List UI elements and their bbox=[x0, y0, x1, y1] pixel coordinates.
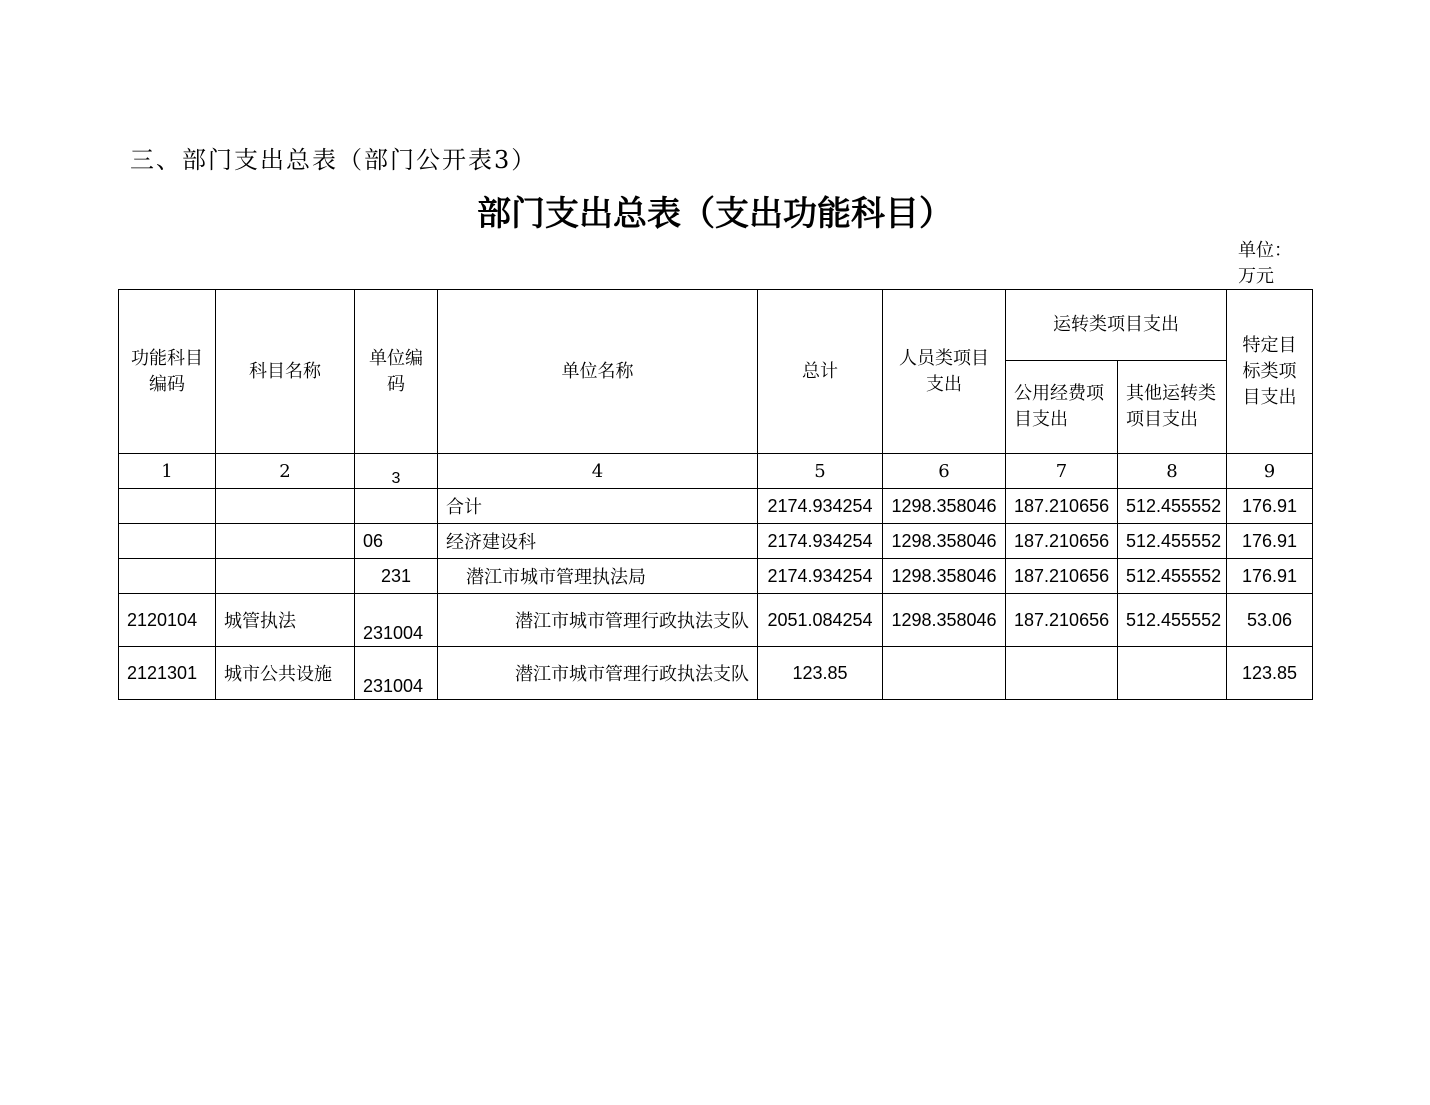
unit-name-cell: 合计 bbox=[438, 489, 758, 524]
public-fund-cell: 187.210656 bbox=[1006, 559, 1118, 594]
total-cell: 2174.934254 bbox=[758, 524, 883, 559]
public-fund-cell: 187.210656 bbox=[1006, 594, 1118, 647]
document-title: 部门支出总表（支出功能科目） bbox=[477, 194, 953, 234]
header-func-code: 功能科目编码 bbox=[119, 290, 216, 454]
index-cell: 7 bbox=[1006, 454, 1118, 489]
index-cell: 4 bbox=[438, 454, 758, 489]
public-fund-cell bbox=[1006, 647, 1118, 700]
func-code-cell bbox=[119, 489, 216, 524]
subject-name-cell bbox=[216, 559, 355, 594]
header-total: 总计 bbox=[758, 290, 883, 454]
total-cell: 2051.084254 bbox=[758, 594, 883, 647]
table-row bbox=[119, 559, 1313, 594]
index-cell: 9 bbox=[1227, 454, 1313, 489]
table-row bbox=[119, 647, 1313, 700]
table-row bbox=[119, 524, 1313, 559]
header-special: 特定目标类项目支出 bbox=[1227, 290, 1313, 454]
unit-code-cell: 231 bbox=[355, 559, 438, 594]
unit-label-text: 单位： bbox=[1238, 240, 1292, 261]
func-code-cell: 2121301 bbox=[119, 647, 216, 700]
header-subject-name: 科目名称 bbox=[216, 290, 355, 454]
personnel-cell: 1298.358046 bbox=[883, 489, 1006, 524]
index-cell: 8 bbox=[1118, 454, 1227, 489]
personnel-cell: 1298.358046 bbox=[883, 524, 1006, 559]
public-fund-cell: 187.210656 bbox=[1006, 524, 1118, 559]
other-operation-cell: 512.455552 bbox=[1118, 594, 1227, 647]
unit-code-cell: 06 bbox=[355, 524, 438, 559]
index-cell: 2 bbox=[216, 454, 355, 489]
personnel-cell: 1298.358046 bbox=[883, 594, 1006, 647]
unit-code-cell: 231004 bbox=[355, 594, 438, 647]
unit-code-cell bbox=[355, 489, 438, 524]
special-cell: 176.91 bbox=[1227, 489, 1313, 524]
subject-name-cell bbox=[216, 489, 355, 524]
other-operation-cell: 512.455552 bbox=[1118, 489, 1227, 524]
index-cell: 5 bbox=[758, 454, 883, 489]
total-cell: 123.85 bbox=[758, 647, 883, 700]
other-operation-cell bbox=[1118, 647, 1227, 700]
special-cell: 176.91 bbox=[1227, 524, 1313, 559]
subject-name-cell: 城市公共设施 bbox=[216, 647, 355, 700]
special-cell: 176.91 bbox=[1227, 559, 1313, 594]
subject-name-cell: 城管执法 bbox=[216, 594, 355, 647]
header-unit-name: 单位名称 bbox=[438, 290, 758, 454]
other-operation-cell: 512.455552 bbox=[1118, 559, 1227, 594]
public-fund-cell: 187.210656 bbox=[1006, 489, 1118, 524]
unit-label bbox=[1238, 238, 1298, 290]
total-cell: 2174.934254 bbox=[758, 559, 883, 594]
special-cell: 123.85 bbox=[1227, 647, 1313, 700]
unit-name-cell: 经济建设科 bbox=[438, 524, 758, 559]
header-unit-code: 单位编码 bbox=[355, 290, 438, 454]
other-operation-cell: 512.455552 bbox=[1118, 524, 1227, 559]
unit-name-cell: 潜江市城市管理执法局 bbox=[438, 559, 758, 594]
personnel-cell: 1298.358046 bbox=[883, 559, 1006, 594]
header-other-operation: 其他运转类项目支出 bbox=[1118, 361, 1227, 454]
unit-name-cell: 潜江市城市管理行政执法支队 bbox=[438, 594, 758, 647]
expense-table bbox=[118, 289, 1313, 700]
table-row bbox=[119, 594, 1313, 647]
func-code-cell bbox=[119, 559, 216, 594]
unit-name-cell: 潜江市城市管理行政执法支队 bbox=[438, 647, 758, 700]
unit-code-cell: 231004 bbox=[355, 647, 438, 700]
index-row bbox=[119, 454, 1313, 489]
header-public-fund: 公用经费项目支出 bbox=[1006, 361, 1118, 454]
section-heading: 三、部门支出总表（部门公开表3） bbox=[130, 146, 538, 174]
header-personnel: 人员类项目支出 bbox=[883, 290, 1006, 454]
index-cell: 1 bbox=[119, 454, 216, 489]
total-cell: 2174.934254 bbox=[758, 489, 883, 524]
func-code-cell bbox=[119, 524, 216, 559]
unit-value-text: 万元 bbox=[1238, 266, 1274, 287]
index-cell: 6 bbox=[883, 454, 1006, 489]
subject-name-cell bbox=[216, 524, 355, 559]
header-operation: 运转类项目支出 bbox=[1006, 290, 1227, 361]
func-code-cell: 2120104 bbox=[119, 594, 216, 647]
special-cell: 53.06 bbox=[1227, 594, 1313, 647]
table-row bbox=[119, 489, 1313, 524]
index-cell: 3 bbox=[355, 454, 438, 489]
personnel-cell bbox=[883, 647, 1006, 700]
